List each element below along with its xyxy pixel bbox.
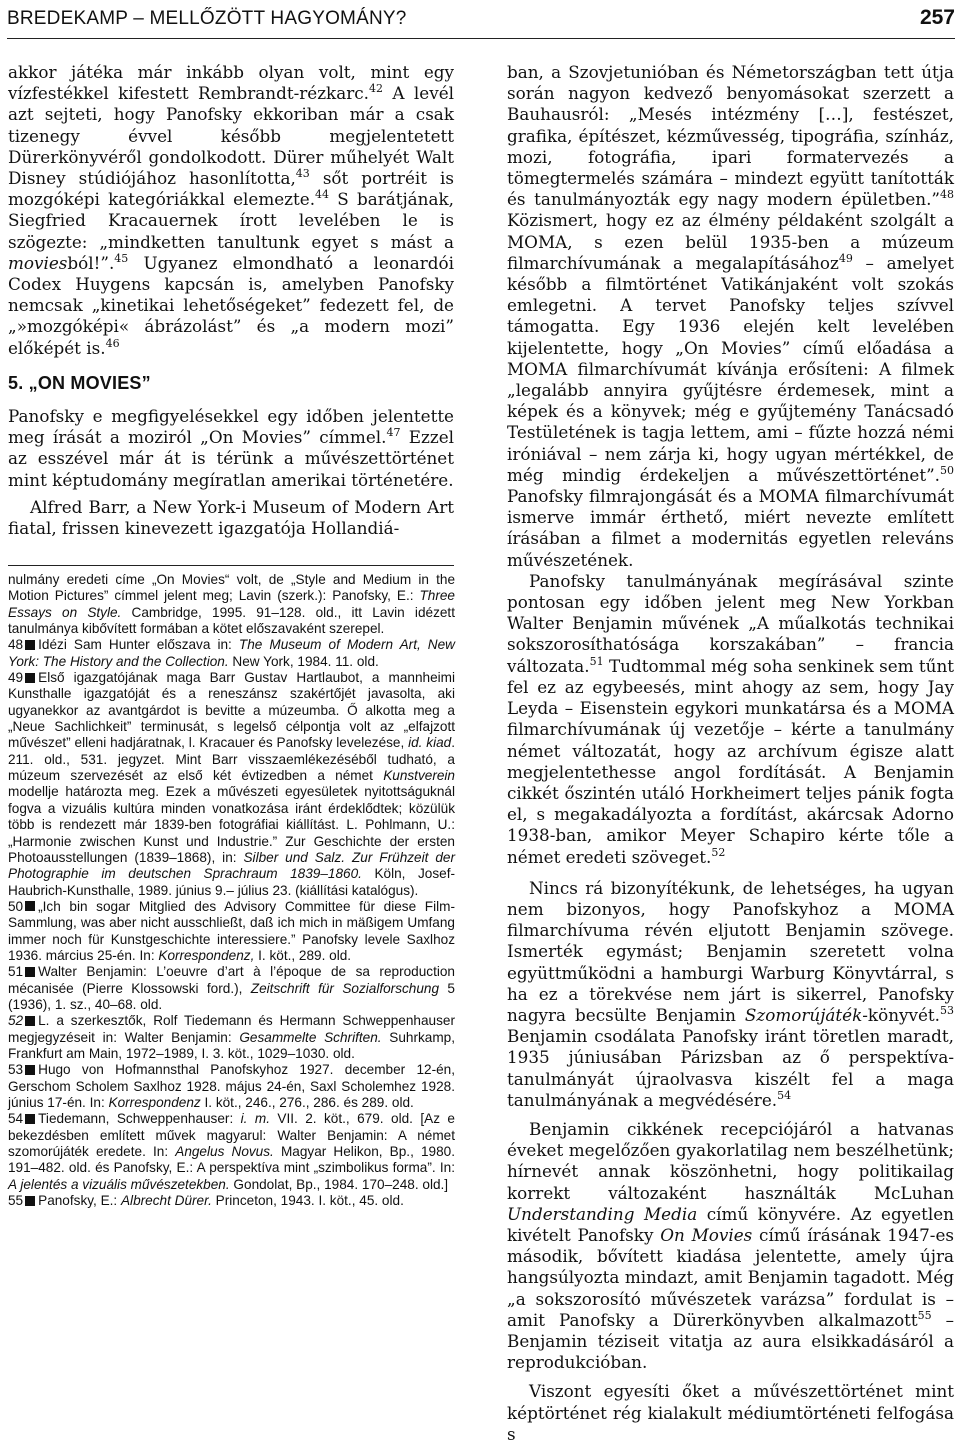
text-run: Ugyanez elmondható a leonardói Codex Huygens kapcsán is, amelyben Panofsky nemcsak „kinetikai lehetőségeket” fedezett fel, de „»mozgóképi« ábrázolást” és „a modern mozi” előképét is.	[8, 252, 454, 358]
page-number: 257	[919, 6, 955, 29]
footnote-ref[interactable]: 47	[386, 426, 401, 440]
footnote-number: 51	[8, 964, 24, 980]
footnote-ref[interactable]: 49	[838, 251, 853, 265]
footnote-ref[interactable]: 44	[315, 188, 330, 202]
text-run: Panofsky e megfigyelésekkel egy időben jelentette meg írását a moziról „On Movies” címmel.	[8, 406, 454, 448]
text-run: ból!”.	[67, 252, 115, 273]
bullet-square-icon	[25, 967, 35, 977]
footnote-ref[interactable]: 42	[368, 82, 383, 96]
bullet-square-icon	[25, 1196, 35, 1206]
paragraph: Alfred Barr, a New York-i Museum of Modern Art fiatal, frissen kinevezett igazgatója Hollandiá-	[8, 496, 454, 539]
footnote	[8, 670, 455, 899]
footnote	[8, 572, 455, 637]
bullet-square-icon	[25, 1065, 35, 1075]
footnote	[8, 637, 455, 670]
paragraph	[8, 406, 454, 491]
text-run: sőt portréit is mozgóképi kategóriákkal elemezte.	[8, 168, 454, 210]
italic-run: Zeitschrift für Sozialforschung	[250, 980, 440, 996]
paragraph: Viszont egyesíti őket a művészettörténet mint képtörténet rég kialakult médiumtörténeti felfogása s	[507, 1381, 954, 1444]
paragraph	[507, 571, 954, 868]
italic-run: Kunstverein	[383, 768, 455, 784]
footnote-number: 55	[8, 1193, 24, 1209]
text-run: Köln, Josef-Haubrich-Kunsthalle, 1989. június 9.– július 23. (kiállítási katalógus).	[8, 866, 455, 898]
italic-run: Understanding Media	[507, 1203, 698, 1224]
text-run: S barátjának, Siegfried Kracauernek írott levelében le is szögezte: „mindketten tanultunk egyet s mást a	[8, 189, 454, 252]
text-run: – Benjamin téziseit vitatja az aura elsikkadásáról a reprodukcióban.	[507, 1309, 954, 1373]
text-run: I. köt., 289. old.	[254, 947, 352, 963]
text-run: ban, a Szovjetunióban és Németországban tett útja során nagyon kedvező benyomásokat szerzett a Bauhausról: „Mesés intézmény […], festészet, grafika, építészet, kézművesség, tipográfia, színház, mozi, fotográfia, ipari formatervezés a tömegtermelés számára – mindezt együtt tanították és tanulmányozták egy nagy modern épületben.”	[507, 62, 954, 210]
footnote-ref[interactable]: 54	[777, 1088, 792, 1102]
footnote-number: 53	[8, 1062, 24, 1078]
paragraph	[507, 878, 954, 1111]
text-run: -könyvét.	[862, 1004, 940, 1025]
text-run: – amelyet később a filmtörténet Vatikánjaként volt szokás emlegetni. A tervet Panofsky teljes szívvel támogatta. Egy 1936 elején kelt levelében kijelentette, hogy „On Movies” című előadása a MOMA filmarchívumát kívánja erősíteni: A filmek „legalább annyira gyűjtésre érdemesek, mint a képek és a könyvek; még e gyűjtemény Tanácsadó Testületének is tagja lettem, ami – fűzte hozzá némi iróniával – nem zárja ki, hogy ugyan mértékkel, de még mindig érdekeljen a művészettörténet”.	[507, 252, 954, 485]
italic-run: Gesammelte Schriften.	[239, 1029, 382, 1045]
footnote	[8, 964, 455, 1013]
italic-run: id. kiad	[408, 735, 452, 751]
footnote-ref[interactable]: 50	[940, 463, 954, 477]
running-header	[7, 4, 955, 39]
italic-run: i. m.	[240, 1111, 270, 1127]
left-column	[8, 62, 454, 539]
text-run: akkor játéka már inkább olyan volt, mint egy vízfestékkel kifestett Rembrandt-rézkarc.	[8, 62, 454, 104]
bullet-square-icon	[25, 901, 35, 911]
text-run: Panofsky tanulmányának megírásával szinte pontosan egy időben jelent meg New Yorkban Walter Benjamin művének „A műalkotás technikai sokszorosíthatósága korszakában” – francia változata.	[507, 570, 954, 676]
text-run: I. köt., 246., 276., 286. és 289. old.	[200, 1095, 414, 1110]
italic-run: Albrecht Dürer.	[120, 1193, 212, 1209]
text-run: Panofsky filmrajongását és a MOMA filmarchívumát ismerve immár érthető, miért nevezte említett írásában a filmet a modernitás egyetlen releváns művészetének.	[507, 486, 954, 570]
bullet-square-icon	[25, 640, 35, 650]
text-run: Hugo von Hofmannsthal Panofskyhoz 1927. december 12-én, Gerschom Scholem Saxlhoz 1928. május 24-én, Saxl Scholemhez 1928. június 17-én. In:	[8, 1062, 455, 1110]
text-run: nulmány eredeti címe „On Movies“ volt, de „Style and Medium in the Motion Pictures” címmel jelent meg; Lavin (szerk.): Panofsky, E.:	[8, 572, 455, 604]
text-run: Gondolat, Bp., 1984. 170–248. old.]	[229, 1176, 449, 1192]
running-title: BREDEKAMP – MELLŐZÖTT HAGYOMÁNY?	[7, 8, 407, 29]
text-run: című írásának 1947-es második, bővített kiadása jelentette, amely újra hangsúlyozta mindazt, amit Benjamin tagadott. Még „a sokszorosító művészetek varázsa” fordulat is – amit Panofsky a Dürerkönyvben alkalmazott	[507, 1224, 955, 1330]
footnote-number: 52	[8, 1013, 24, 1029]
text-run: Ezzel az esszével már át is térünk a művészettörténet mint képtudomány megíratlan amerikai történetére.	[8, 427, 454, 490]
text-run: Első igazgatójának maga Barr Gustav Hartlaubot, a mannheimi Kunsthalle igazgatóját és a reneszánsz szakértőjét javasolta, aki ugyanekkor az avantgárdot is bevitte a múzeumba. Ő alkotta meg a „Neue Sachlichkeit” terminusát, s legelső célpontja volt az „elfajzott művészet” elleni hadjáratnak, l. Kracauer és Panofsky levelezése,	[8, 670, 455, 751]
bullet-square-icon	[25, 1016, 35, 1026]
text-run: Magyar Helikon, Bp., 1980. 191–482. old. és Panofsky, E.: A perspektíva mint „szimbolikus forma”. In:	[8, 1144, 456, 1176]
footnote-ref[interactable]: 43	[295, 167, 310, 181]
text-run: „Ich bin sogar Mitglied des Advisory Committee für diese Film-Sammlung, was aber nicht ausschließt, daß ich mich in mäßigem Umfang immer noch für Kunstgeschichte interessiere.” Panofsky levele Saxlhoz 1936. március 25-én. In:	[8, 898, 455, 963]
bullet-square-icon	[25, 673, 35, 683]
text-run: modellje határozta meg. Ezek a művészeti egyesületek nyitottságuknál fogva a vizuális kultúra minden vonatkozása iránt érdeklődtek; közülük több is rendezett már 1839-ben fotográfiai kiállítást. L. Pohlmann, U.: „Harmonie zwischen Kunst und Industrie.” Zur Geschichte der ersten Photoausstellungen (1839–1868), in:	[8, 784, 455, 865]
footnote-ref[interactable]: 55	[917, 1308, 932, 1322]
paragraph	[8, 62, 454, 359]
footnotes	[8, 572, 455, 1209]
text-run: Suhrkamp, Frankfurt am Main, 1972–1989, I. 3. köt., 1029–1030. old.	[8, 1029, 455, 1061]
text-run: Walter Benjamin: L’oeuvre d’art à l’époque de sa reproduction mécanisée (Pierre Klossowski ford.),	[8, 964, 455, 996]
text-run: . 211. old., 531. jegyzet. Mint Barr visszaemlékezéséből tudható, a múzeum szervezését az első két évtizedben a német	[8, 735, 455, 784]
footnote-ref[interactable]: 48	[940, 188, 954, 202]
footnote-number: 49	[8, 670, 24, 686]
footnote-ref[interactable]: 52	[711, 845, 726, 859]
italic-run: Three Essays on Style.	[8, 588, 455, 620]
footnote	[8, 1013, 455, 1062]
italic-run: Szomorújáték	[744, 1004, 863, 1025]
footnote-number: 48	[8, 637, 24, 653]
footnote	[8, 1062, 455, 1111]
text-run: Panofsky, E.:	[38, 1193, 121, 1209]
footnote-ref[interactable]: 46	[105, 336, 120, 350]
text-run: Közismert, hogy ez az élmény példaként szolgált a MOMA, s ezen belül 1935-ben a múzeum filmarchívumának a megalapításához	[507, 210, 954, 273]
text-run: New York, 1984. 11. old.	[228, 653, 379, 669]
bullet-square-icon	[25, 1114, 35, 1124]
footnote-number: 54	[8, 1111, 24, 1127]
italic-run: Korrespondenz,	[158, 947, 255, 963]
footnote-ref[interactable]: 45	[114, 251, 129, 265]
section-heading: 5. „ON MOVIES”	[8, 372, 151, 393]
text-run: A levél azt sejteti, hogy Panofsky ekkoriban már a csak tizenegy évvel később megjelentetett Dürerkönyvéről gondolkodott. Dürer műhelyét Walt Disney stúdiójához hasonlította,	[8, 83, 454, 189]
right-column	[507, 62, 954, 1445]
text-run: Tiedemann, Schweppenhauser:	[38, 1111, 241, 1127]
text-run: 5 (1936), 1. sz., 40–68. old.	[8, 980, 455, 1012]
text-run: Princeton, 1943. I. köt., 45. old.	[211, 1193, 404, 1209]
italic-run: A jelentés a vizuális művészetekben.	[8, 1176, 230, 1192]
italic-run: Korrespondenz	[108, 1095, 201, 1110]
text-run: L. a szerkesztők, Rolf Tiedemann és Hermann Schweppenhauser megjegyzéseit in: Walter Benjamin:	[8, 1013, 455, 1045]
italic-run: Silber und Salz. Zur Frühzeit der Photographie im deutschen Sprachraum 1839–1860.	[8, 849, 455, 882]
italic-run: On Movies	[660, 1224, 753, 1245]
text-run: Idézi Sam Hunter előszava in:	[38, 637, 239, 653]
footnote	[8, 1193, 455, 1209]
footnote-ref[interactable]: 51	[589, 654, 604, 668]
footnote	[8, 899, 455, 964]
text-run: VII. 2. köt., 679. old. [Az e bekezdésben említett művek magyarul: Walter Benjamin: A német szomorújáték eredete. In:	[8, 1111, 455, 1160]
text-run: című könyvére. Az egyetlen kivételt Panofsky	[507, 1203, 954, 1245]
text-run: Tudtommal még soha senkinek sem tűnt fel ez az egybeesés, mint ahogy az sem, hogy Jay Leyda – Eisenstein egykori munkatársa és a MOMA filmarchívumának új vezetője – kérte a tanulmány német változatát, hogy az archívum égisze alatt megjelentethesse angol fordítását. A Benjamin cikkét őszintén utáló Horkheimert teljes pánik fogta el, s megakadályozta a fordítást, akárcsak Adorno 1938-ban, amikor Meyer Schapiro kérte tőle a német eredeti szöveget.	[507, 655, 954, 867]
footnote-ref[interactable]: 53	[940, 1003, 954, 1017]
italic-run: The Museum of Modern Art, New York: The History and the Collection.	[8, 637, 455, 669]
footnote-number: 50	[8, 898, 24, 914]
text-run: Benjamin csodálata Panofsky iránt töretlen maradt, 1935 júniusában Párizsban az ő perspektíva-tanulmányát újraolvasva kiszélt fel a maga tanulmányának a megvédésére.	[507, 1026, 954, 1110]
paragraph	[507, 1119, 954, 1373]
footnote	[8, 1111, 455, 1193]
text-run: Benjamin cikkének recepciójáról a hatvanas éveket megelőzően gyakorlatilag nem beszélhetünk; hírnevét annak köszönhetni, hogy politikailag korrekt változaként használták McLuhan	[507, 1118, 954, 1203]
italic-run: Angelus Novus.	[175, 1144, 274, 1160]
text-run: Nincs rá bizonyítékunk, de lehetséges, ha ugyan nem bizonyos, hogy Panofskyhoz a MOMA filmarchívuma révén eljutott Benjamin szövege. Ismerték egymást; Benjamin szeretett volna együttműködni a hamburgi Warburg Könyvtárral, s ha ez a törekvése nem járt is sikerrel, Panofsky nagyra becsülte Benjamin	[507, 877, 954, 1025]
footnote-divider	[8, 565, 454, 566]
text-run: Cambridge, 1995. 91–128. old., itt Lavin idézett tanulmánya kibővített formában a kötet előszavaként szerepel.	[8, 604, 455, 637]
paragraph	[507, 62, 954, 571]
italic-run: movies	[8, 252, 68, 273]
